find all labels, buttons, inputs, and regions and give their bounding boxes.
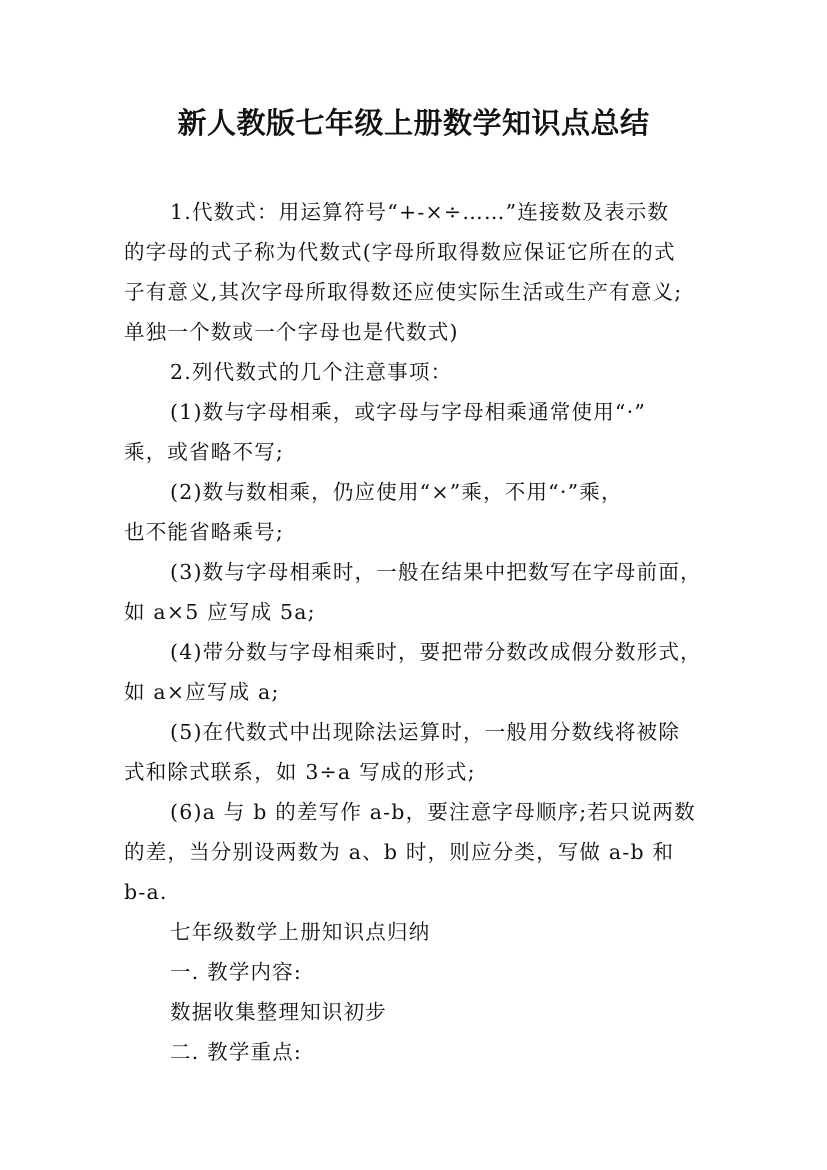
paragraph-line: 如 a×应写成 a;: [124, 680, 280, 704]
paragraph-line: 也不能省略乘号;: [124, 520, 285, 544]
paragraph-line: 的差，当分别设两数为 a、b 时，则应分类，写做 a-b 和: [124, 840, 675, 864]
paragraph-line: (3)数与字母相乘时，一般在结果中把数写在字母前面，: [170, 560, 702, 584]
paragraph-line: (5)在代数式中出现除法运算时，一般用分数线将被除: [170, 720, 681, 744]
paragraph-line: 的字母的式子称为代数式(字母所取得数应保证它所在的式: [124, 240, 676, 264]
paragraph-line: (4)带分数与字母相乘时，要把带分数改成假分数形式，: [170, 640, 702, 664]
paragraph-line: 1.代数式：用运算符号“+-×÷……”连接数及表示数: [170, 200, 670, 224]
paragraph-line: 式和除式联系，如 3÷a 写成的形式;: [124, 760, 476, 784]
paragraph-line: 一. 教学内容:: [170, 960, 303, 984]
paragraph-line: 二. 教学重点:: [170, 1040, 303, 1064]
paragraph-line: (1)数与字母相乘，或字母与字母相乘通常使用“·”: [170, 400, 647, 424]
paragraph-line: (6)a 与 b 的差写作 a-b，要注意字母顺序;若只说两数: [170, 800, 696, 824]
paragraph-line: 2.列代数式的几个注意事项：: [170, 360, 453, 384]
paragraph-line: 七年级数学上册知识点归纳: [170, 920, 431, 944]
paragraph-line: b-a.: [124, 880, 168, 904]
paragraph-line: (2)数与数相乘，仍应使用“×”乘，不用“·”乘，: [170, 480, 623, 504]
document-title: 新人教版七年级上册数学知识点总结: [177, 106, 650, 140]
paragraph-line: 单独一个数或一个字母也是代数式): [124, 320, 459, 344]
paragraph-line: 乘，或省略不写;: [124, 440, 285, 464]
paragraph-line: 如 a×5 应写成 5a;: [124, 600, 316, 624]
paragraph-line: 数据收集整理知识初步: [170, 1000, 387, 1024]
paragraph-line: 子有意义,其次字母所取得数还应使实际生活或生产有意义;: [124, 280, 683, 304]
